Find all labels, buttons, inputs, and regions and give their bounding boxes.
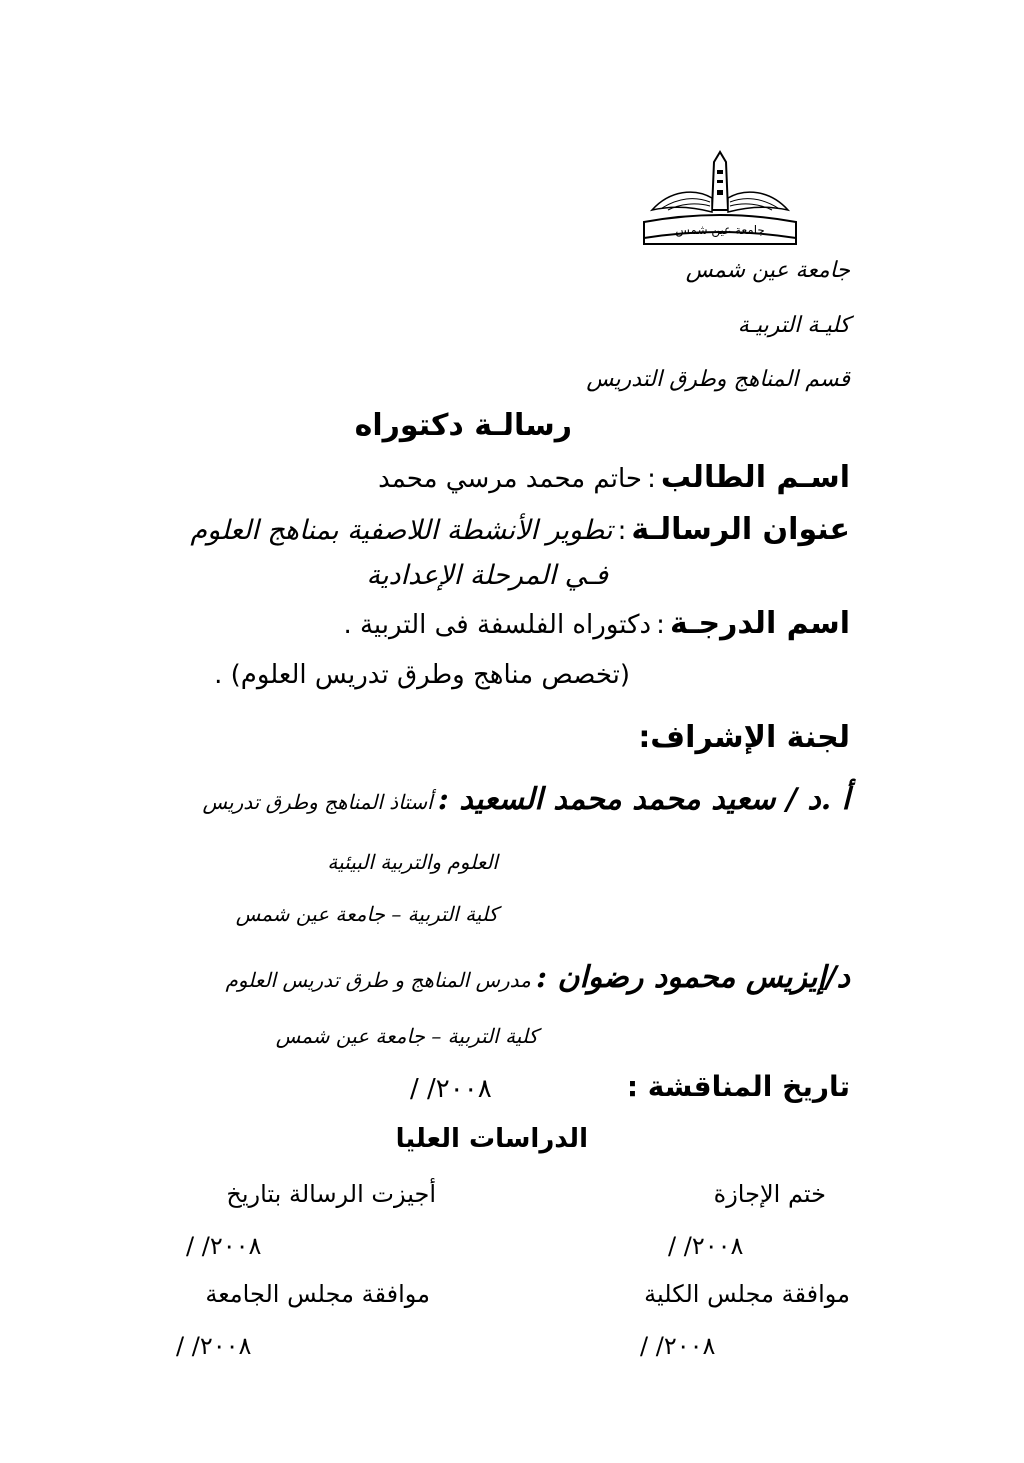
department-name: قسم المناهج وطرق التدريس [586,367,850,392]
supervisor1-row [203,782,851,817]
supervisor2-row [225,960,850,995]
seal-date: / /٢٠٠٨ [668,1232,744,1260]
degree-label: اسم الدرجـة [670,606,850,641]
university-name: جامعة عين شمس [685,258,850,283]
university-council-label: موافقة مجلس الجامعة [205,1280,430,1308]
university-council-date: / /٢٠٠٨ [176,1332,252,1360]
supervisor1-role-line2: العلوم والتربية البيئية [327,850,498,874]
thesis-value-line1: تطوير الأنشطة اللاصفية بمناهج العلوم [190,515,613,546]
thesis-approved-date: / /٢٠٠٨ [186,1232,262,1260]
thesis-row [190,512,850,547]
thesis-value-line2: فـي المرحلة الإعدادية [366,560,608,591]
faculty-name: كليـة التربيـة [737,313,850,338]
supervisor1-name: أ .د / سعيد محمد محمد السعيد : [437,782,850,817]
degree-value: دكتوراه الفلسفة فى التربية . [343,610,652,640]
supervisor1-role-line1: أستاذ المناهج وطرق تدريس [202,790,433,814]
defense-label: تاريخ المناقشة : [626,1070,850,1103]
thesis-label: عنوان الرسالـة [631,512,850,547]
faculty-council-label: موافقة مجلس الكلية [644,1280,850,1308]
student-colon: : [647,464,656,494]
defense-date: / /٢٠٠٨ [410,1074,492,1104]
university-logo-icon [640,150,800,250]
degree-row [343,606,850,641]
faculty-council-date: / /٢٠٠٨ [640,1332,716,1360]
graduate-studies-heading: الدراسات العليا [395,1124,588,1154]
logo-text: جامعة عين شمس [675,223,765,237]
supervisor2-affiliation: كلية التربية – جامعة عين شمس [275,1024,538,1048]
student-label: اسـم الطالب [660,460,850,495]
committee-heading: لجنة الإشراف: [638,720,850,755]
seal-label: ختم الإجازة [713,1180,826,1208]
supervisor2-name: د/إيزيس محمود رضوان : [535,960,850,995]
supervisor1-affiliation: كلية التربية – جامعة عين شمس [235,902,498,926]
student-row [378,460,850,495]
student-value: حاتم محمد مرسي محمد [378,464,642,494]
degree-colon: : [656,610,665,640]
degree-specialization: (تخصص مناهج وطرق تدريس العلوم) . [214,660,630,690]
thesis-colon: : [617,516,627,546]
supervisor2-role: مدرس المناهج و طرق تدريس العلوم [225,968,531,992]
document-title: رسالـة دكتوراه [354,408,572,443]
thesis-approved-label: أجيزت الرسالة بتاريخ [226,1180,436,1208]
